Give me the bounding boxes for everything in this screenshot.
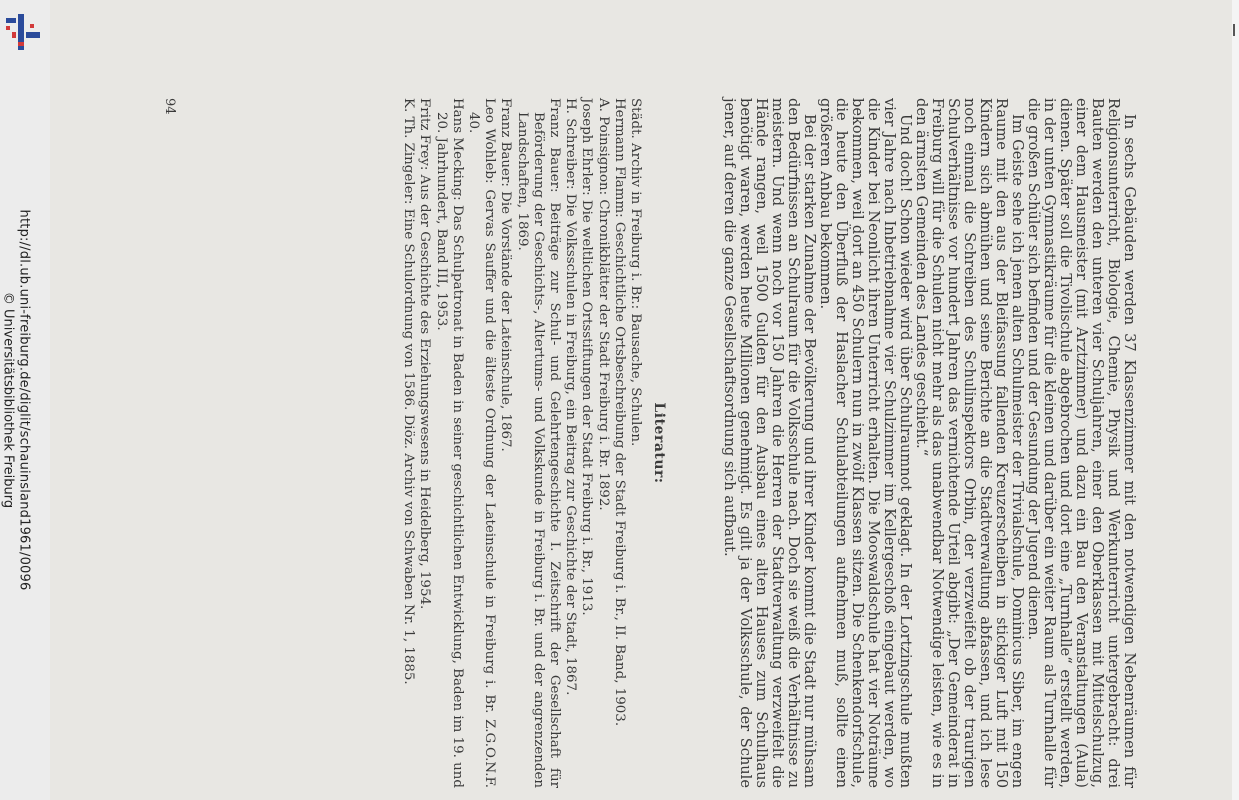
paragraph: Im Geiste sehe ich jenen alten Schulmeister der Trivialschule, Dominicus Siber, im engen Raume mit den aus der Bleifassung fallenden Kreuzerscheiben in stickiger Luft mit 150 Kindern sich abmühen und seine Berichte an die Stadtverwaltung abfassen, und ich lese noch einmal die Schreiben des Schulinspektors Orbin, der verzweifelt ob der traurigen Schulverhältnisse vor hundert Jahren das vernichtende Urteil abgibt: „Der Gemeinderat in Freiburg will für die Schulen nicht mehr als das unabwendbar Notwendige leisten, wie es in den ärmsten Gemeinden des Landes geschieht.“ <box>913 98 1026 788</box>
page-number: 94 <box>162 98 177 115</box>
literature-entry: Hermann Flamm: Geschichtliche Ortsbeschreibung der Stadt Freiburg i. Br., II. Band, 1903. <box>611 98 627 727</box>
literature-list <box>400 98 643 788</box>
literature-entry: Städt. Archiv in Freiburg i. Br.: Bausache, Schulen. <box>628 98 643 447</box>
literature-entry: Joseph Ehrler: Die weltlichen Ortsstiftungen der Stadt Freiburg i. Br., 1913. <box>579 98 595 616</box>
literature-entry: H. Schreiber: Die Volksschulen in Freiburg, ein Beitrag zur Geschichte der Stadt, 1867. <box>563 98 579 696</box>
literature-heading: Literatur: <box>651 402 667 484</box>
literature-entry: Franz Bauer: Die Vorstände der Lateinschule, 1867. <box>498 98 514 452</box>
rotated-page-content <box>137 98 1137 788</box>
literature-entry: Franz Bauer: Beiträge zur Schul- und Gelehrtengeschichte I. Zeitschrift der Gesellschaft für Beförderung der Geschichts-, Altertums- und Volkskunde in Freiburg i. Br. und der angrenzenden Landschaften, 1869. <box>514 98 562 788</box>
document-url-link[interactable]: http://dl.ub.uni-freiburg.de/diglit/schauinsland1961/0096 <box>16 209 32 591</box>
paragraph: Und doch! Schon wieder wird über Schulraumnot geklagt. In der Lortzingschule mußten vier Jahre nach Inbetriebnahme vier Schulzimmer im Kellergeschoß eingebaut werden, wo die Kinder bei Neonlicht ihren Unterricht erhalten. Die Mooswaldschule hat vier Noträume bekommen, weil dort an 450 Schulern nun in zwölf Klassen sitzen. Die Schenkendorfschule, die heute den Überfluß der Haslacher Schulabteilungen aufnehmen muß, sollte einen größeren Anbau bekommen. <box>817 98 914 788</box>
literature-entry: Fritz Frey: Aus der Geschichte des Erziehungswesens in Heidelberg, 1954. <box>417 98 433 610</box>
literature-entry: Leo Wohleb: Gervas Sauffer und die älteste Ordnung der Lateinschule in Freiburg i. Br. Z.G.O.N.F. 40. <box>465 98 498 788</box>
ub-freiburg-logo-icon[interactable] <box>4 14 42 50</box>
paragraph: In sechs Gebäuden werden 37 Klassenzimmer mit den notwendigen Nebenräumen für Religionsunterricht, Biologie, Chemie, Physik und Werkunterricht untergebracht: drei Bauten werden den unteren vier Schuljahren, einer den Oberklassen mit Mittelschulzug, einer dem Hausmeister (mit Arztzimmer) und dazu ein Bau den Veranstaltungen (Aula) dienen. Später soll die Tivolischule abgebrochen und dort eine „Turnhalle“ erstellt werden, in der unten Gymnastikräume für die kleinen und darüber ein weiter Raum als Turnhalle für die großen Schüler sich befinden und der Gesundung der Jugend dienen. <box>1025 98 1138 788</box>
page-edge <box>1232 0 1239 800</box>
paragraph: Bei der starken Zunahme der Bevölkerung und ihrer Kinder kommt die Stadt nur mühsam den Bedürfnissen an Schulraum für die Volksschule nach. Doch sie weiß die Verhältnisse zu meistern. Und wenn noch vor 150 Jahren die Herren der Stadtverwaltung verzweifelt die Hände rangen, weil 1500 Gulden für den Ausbau eines alten Hauses zum Schulhaus benötigt waren, werden heute Millionen genehmigt. Es gilt ja der Volksschule, der Schule jener, auf deren die ganze Gesellschaftsordnung sich aufbaut. <box>721 98 818 788</box>
literature-entry: A. Poinsignon: Chronikblätter der Stadt Freiburg i. Br. 1892. <box>595 98 611 511</box>
literature-entry: K. Th. Zingeler: Eine Schulordnung von 1586. Diöz. Archiv von Schwaben Nr. 1, 1885. <box>401 98 417 685</box>
copyright-notice: © Universitätsbibliothek Freiburg <box>0 291 16 509</box>
body-text <box>721 98 1137 788</box>
viewer-sidebar <box>0 0 50 800</box>
literature-entry: Hans Mecking: Das Schulpatronat in Baden in seiner geschichtlichen Entwicklung, Baden im 19. und 20. Jahrhundert, Band III, 1953. <box>433 98 465 788</box>
